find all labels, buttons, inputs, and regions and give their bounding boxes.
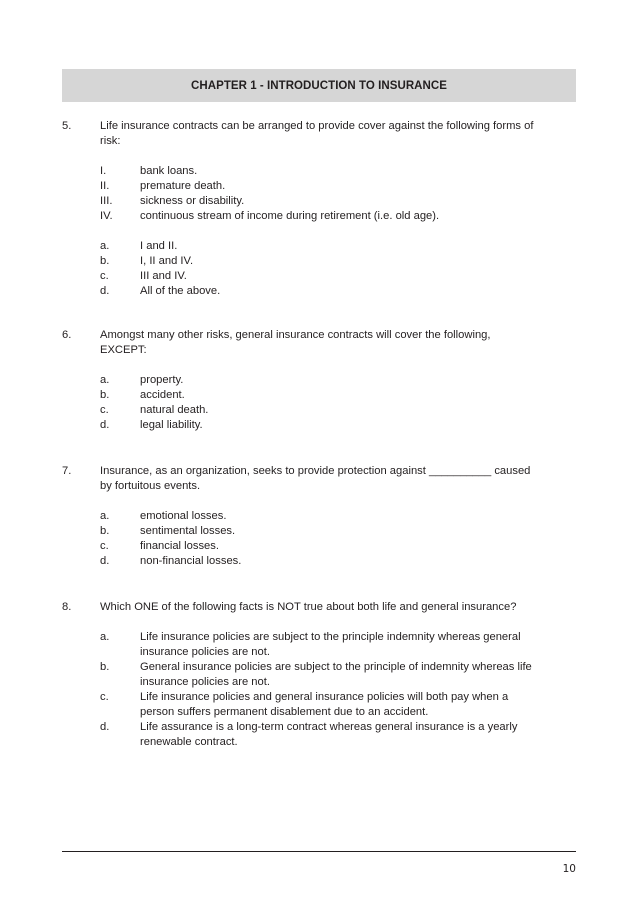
answer-options bbox=[100, 373, 582, 433]
answer-options bbox=[100, 630, 582, 750]
question-text: Which ONE of the following facts is NOT true about both life and general insurance? bbox=[100, 601, 517, 613]
option-marker: c. bbox=[100, 270, 109, 282]
option-text: sentimental losses. bbox=[140, 525, 236, 537]
question-number: 8. bbox=[62, 601, 72, 613]
option-text: legal liability. bbox=[140, 419, 203, 431]
statement-text: continuous stream of income during retirement (i.e. old age). bbox=[140, 210, 440, 222]
option-marker: b. bbox=[100, 255, 110, 267]
answer-option bbox=[100, 388, 582, 403]
option-text: All of the above. bbox=[140, 285, 221, 297]
option-text: non-financial losses. bbox=[140, 555, 242, 567]
statement-list bbox=[100, 164, 582, 224]
answer-option bbox=[100, 239, 582, 254]
question-7 bbox=[62, 464, 582, 569]
answer-option bbox=[100, 720, 582, 750]
option-marker: a. bbox=[100, 631, 110, 643]
question-5 bbox=[62, 119, 582, 299]
answer-option bbox=[100, 524, 582, 539]
option-marker: c. bbox=[100, 691, 109, 703]
option-text: property. bbox=[140, 374, 184, 386]
statement-marker: I. bbox=[100, 165, 107, 177]
option-text: General insurance policies are subject to the principle of indemnity whereas life insurance policies are not. bbox=[140, 661, 532, 688]
question-text: Amongst many other risks, general insurance contracts will cover the following, EXCEPT: bbox=[100, 329, 491, 356]
option-marker: a. bbox=[100, 240, 110, 252]
option-text: Life assurance is a long-term contract whereas general insurance is a yearly renewable contract. bbox=[140, 721, 518, 748]
statement-marker: IV. bbox=[100, 210, 113, 222]
option-text: emotional losses. bbox=[140, 510, 227, 522]
question-number: 6. bbox=[62, 329, 72, 341]
question-text: Insurance, as an organization, seeks to provide protection against __________ caused by fortuitous events. bbox=[100, 465, 531, 492]
statement-text: premature death. bbox=[140, 180, 226, 192]
option-marker: a. bbox=[100, 374, 110, 386]
statement-marker: III. bbox=[100, 195, 113, 207]
chapter-title: CHAPTER 1 - INTRODUCTION TO INSURANCE bbox=[191, 80, 447, 92]
page-number: 10 bbox=[562, 863, 576, 875]
answer-option bbox=[100, 509, 582, 524]
answer-option bbox=[100, 539, 582, 554]
statement-text: bank loans. bbox=[140, 165, 198, 177]
option-text: Life insurance policies and general insurance policies will both pay when a person suffers permanent disablement due to an accident. bbox=[140, 691, 509, 718]
option-marker: d. bbox=[100, 721, 110, 733]
option-marker: b. bbox=[100, 661, 110, 673]
answer-option bbox=[100, 373, 582, 388]
question-text: Life insurance contracts can be arranged to provide cover against the following forms of risk: bbox=[100, 120, 534, 147]
option-text: I and II. bbox=[140, 240, 178, 252]
statement-item bbox=[100, 179, 582, 194]
answer-option bbox=[100, 554, 582, 569]
question-6 bbox=[62, 328, 582, 433]
answer-options bbox=[100, 239, 582, 299]
option-text: financial losses. bbox=[140, 540, 219, 552]
footer-divider bbox=[62, 851, 576, 852]
statement-marker: II. bbox=[100, 180, 110, 192]
option-marker: d. bbox=[100, 285, 110, 297]
answer-option bbox=[100, 269, 582, 284]
option-text: accident. bbox=[140, 389, 185, 401]
question-8 bbox=[62, 600, 582, 750]
answer-options bbox=[100, 509, 582, 569]
statement-item bbox=[100, 209, 582, 224]
statement-item bbox=[100, 194, 582, 209]
option-marker: c. bbox=[100, 404, 109, 416]
answer-option bbox=[100, 630, 582, 660]
answer-option bbox=[100, 284, 582, 299]
answer-option bbox=[100, 403, 582, 418]
option-marker: d. bbox=[100, 555, 110, 567]
option-text: Life insurance policies are subject to the principle indemnity whereas general insurance policies are not. bbox=[140, 631, 521, 658]
option-marker: c. bbox=[100, 540, 109, 552]
option-text: I, II and IV. bbox=[140, 255, 194, 267]
answer-option bbox=[100, 418, 582, 433]
chapter-header-bar bbox=[62, 69, 576, 102]
option-text: natural death. bbox=[140, 404, 209, 416]
question-number: 7. bbox=[62, 465, 72, 477]
option-marker: b. bbox=[100, 525, 110, 537]
option-marker: d. bbox=[100, 419, 110, 431]
answer-option bbox=[100, 690, 582, 720]
option-marker: a. bbox=[100, 510, 110, 522]
answer-option bbox=[100, 660, 582, 690]
option-text: III and IV. bbox=[140, 270, 187, 282]
question-number: 5. bbox=[62, 120, 72, 132]
statement-item bbox=[100, 164, 582, 179]
option-marker: b. bbox=[100, 389, 110, 401]
answer-option bbox=[100, 254, 582, 269]
statement-text: sickness or disability. bbox=[140, 195, 245, 207]
